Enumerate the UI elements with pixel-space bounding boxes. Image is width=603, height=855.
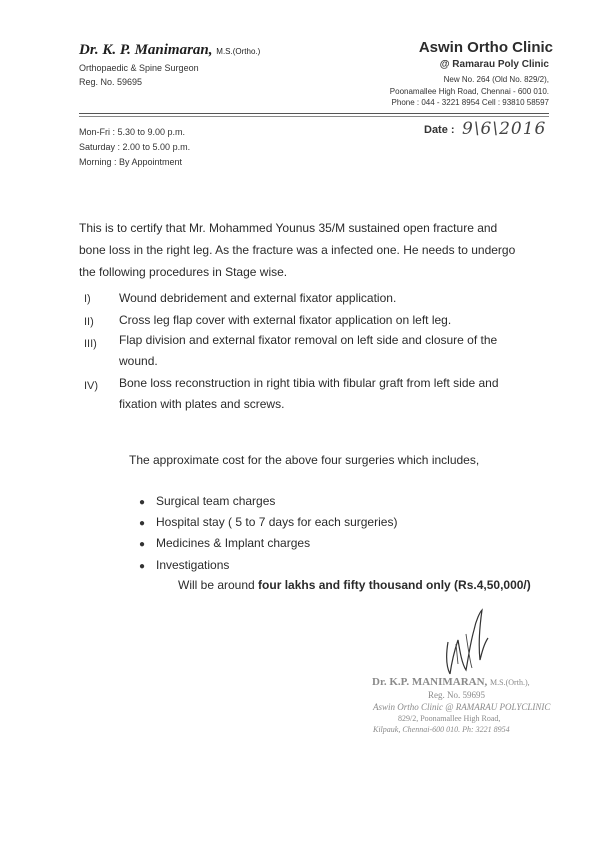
bullet-icon: ● bbox=[139, 497, 146, 508]
cost-item: Hospital stay ( 5 to 7 days for each surgeries) bbox=[156, 515, 398, 529]
clinic-subtitle: @ Ramarau Poly Clinic bbox=[439, 59, 549, 70]
stamp-clinic: Aswin Ortho Clinic @ RAMARAU POLYCLINIC bbox=[373, 702, 551, 712]
stamp-doctor-name: Dr. K.P. MANIMARAN, M.S.(Orth.), bbox=[372, 676, 530, 688]
bullet-icon: ● bbox=[139, 561, 146, 572]
procedure-text-cont: wound. bbox=[119, 354, 158, 368]
date-handwritten: 9\6\2016 bbox=[462, 119, 547, 139]
doctor-reg-no: Reg. No. 59695 bbox=[79, 77, 143, 87]
total-cost-amount: four lakhs and fifty thousand only (Rs.4,50,000/) bbox=[258, 578, 531, 592]
procedure-text: Wound debridement and external fixator application. bbox=[119, 291, 397, 305]
hours-saturday: Saturday : 2.00 to 5.00 p.m. bbox=[79, 142, 191, 152]
header-divider-thin bbox=[79, 116, 549, 117]
procedure-number: I) bbox=[84, 293, 91, 305]
para-line: This is to certify that Mr. Mohammed Younus 35/M sustained open fracture and bbox=[79, 221, 498, 235]
stamp-reg-no: Reg. No. 59695 bbox=[428, 690, 485, 700]
cost-intro: The approximate cost for the above four surgeries which includes, bbox=[129, 453, 480, 467]
total-cost: Will be around four lakhs and fifty thousand only (Rs.4,50,000/) bbox=[178, 578, 531, 592]
phone-line: Phone : 044 - 3221 8954 Cell : 93810 58597 bbox=[391, 98, 549, 107]
procedure-text: Flap division and external fixator removal on left side and closure of the bbox=[119, 333, 498, 347]
cost-item: Medicines & Implant charges bbox=[156, 536, 311, 550]
cost-item: Investigations bbox=[156, 558, 230, 572]
procedure-text: Cross leg flap cover with external fixator application on left leg. bbox=[119, 313, 452, 327]
bullet-icon: ● bbox=[139, 518, 146, 529]
date-label: Date : bbox=[424, 124, 455, 136]
address-line-2: Poonamallee High Road, Chennai - 600 010. bbox=[389, 87, 549, 96]
para-line: bone loss in the right leg. As the fracture was a infected one. He needs to undergo bbox=[79, 243, 516, 257]
signature bbox=[436, 604, 496, 684]
clinic-name: Aswin Ortho Clinic bbox=[418, 39, 553, 56]
procedure-text: Bone loss reconstruction in right tibia with fibular graft from left side and bbox=[119, 376, 499, 390]
bullet-icon: ● bbox=[139, 539, 146, 550]
procedure-number: IV) bbox=[84, 380, 99, 392]
header-divider bbox=[79, 113, 549, 114]
doctor-name: Dr. K. P. Manimaran, M.S.(Ortho.) bbox=[79, 42, 261, 58]
hours-morning: Morning : By Appointment bbox=[79, 157, 183, 167]
certificate-paragraph bbox=[79, 217, 559, 283]
stamp-address: 829/2, Poonamallee High Road, bbox=[398, 714, 501, 723]
cost-item: Surgical team charges bbox=[156, 494, 276, 508]
procedure-number: III) bbox=[84, 338, 97, 350]
address-line-1: New No. 264 (Old No. 829/2), bbox=[443, 75, 549, 84]
doctor-qualification: M.S.(Ortho.) bbox=[216, 47, 261, 56]
doctor-title: Orthopaedic & Spine Surgeon bbox=[79, 63, 199, 73]
procedure-text-cont: fixation with plates and screws. bbox=[119, 397, 285, 411]
stamp-address-2: Kilpauk, Chennai-600 010. Ph: 3221 8954 bbox=[373, 725, 510, 734]
hours-weekday: Mon-Fri : 5.30 to 9.00 p.m. bbox=[79, 127, 186, 137]
para-line: the following procedures in Stage wise. bbox=[79, 265, 288, 279]
procedure-number: II) bbox=[84, 316, 94, 328]
